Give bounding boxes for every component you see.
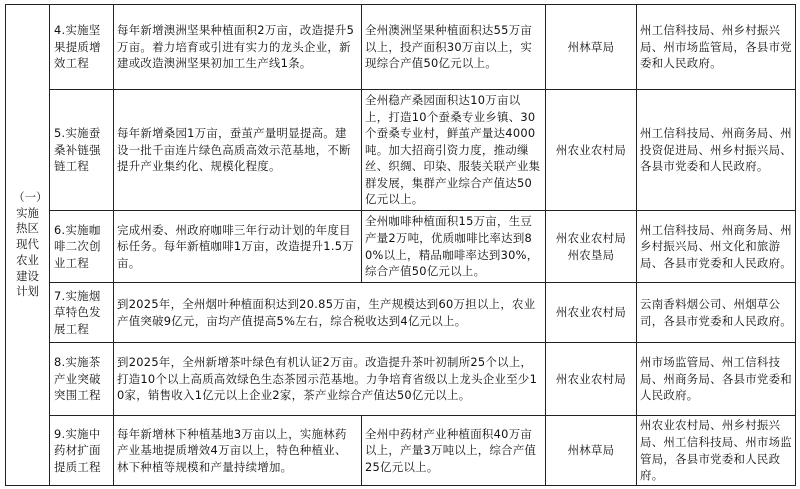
cooperating-units: 州工信科技局、州商务局、州乡村振兴局、州文化和旅游局、各县市党委和人民政府。 [637, 211, 796, 283]
lead-unit-line: 州农业农村局 州农垦局 [555, 230, 627, 262]
lead-unit: 州农业农村局 [546, 90, 637, 211]
project-name: 5.实施蚕桑补链强链工程 [50, 90, 114, 211]
project-name: 7.实施烟草特色发展工程 [50, 283, 114, 343]
target-cell: 全州稳产桑园面积达10万亩以上，打造10个蚕桑专业乡镇、30个蚕桑专业村，鲜茧产量达4000吨。加大招商引资力度，推动缫丝、织绸、印染、服装关联产业集群发展，集群产业综合产值达50亿元以上。 [362, 90, 546, 211]
cooperating-units: 云南香料烟公司、州烟草公司，各县市党委和人民政府。 [637, 283, 796, 343]
target-cell: 全州中药材产业种植面积40万亩以上，产量3万吨以上，综合产值25亿元以上。 [362, 416, 546, 486]
task-cell: 到2025年，全州烟叶种植面积达到20.85万亩，生产规模达到60万担以上，农业产值突破9亿元，亩均产值提高5%左右，综合税收达到4亿元以上。 [114, 283, 546, 343]
cooperating-units: 州工信科技局、州商务局、州投资促进局、州乡村振兴局、各县市党委和人民政府。 [637, 90, 796, 211]
lead-unit: 州林草局 [546, 5, 637, 90]
lead-unit: 州农业农村局 [546, 283, 637, 343]
table-row [6, 5, 796, 90]
table-row [6, 90, 796, 211]
task-cell: 每年新增澳洲坚果种植面积2万亩，改造提升5万亩。着力培育或引进有实力的龙头企业，新建或改造澳洲坚果初加工生产线1条。 [114, 5, 362, 90]
cooperating-units: 州农业农村局、州乡村振兴局、州工信科技局、州市场监管局，各县市党委和人民政府。 [637, 416, 796, 486]
table-row [6, 283, 796, 343]
target-cell: 全州澳洲坚果种植面积达55万亩以上，投产面积30万亩以上，实现综合产值50亿元以上。 [362, 5, 546, 90]
task-cell: 到2025年，全州新增茶叶绿色有机认证2万亩。改造提升茶叶初制所25个以上，打造10个以上高质高效绿色生态茶园示范基地。力争培育省级以上龙头企业至少10家，销售收入1亿元以上企业2家，茶产业综合产值达50亿元以上。 [114, 343, 546, 416]
category-cell: （一）实施热区现代农业建设计划 [6, 5, 50, 486]
lead-unit: 州农业农村局 [546, 343, 637, 416]
cooperating-units: 州工信科技局、州乡村振兴局、州市场监管局，各县市党委和人民政府。 [637, 5, 796, 90]
task-cell: 每年新增林下种植基地3万亩以上，实施林药产业基地提质增效4万亩以上，特色种植业、林下种植等规模和产量持续增加。 [114, 416, 362, 486]
target-cell: 全州咖啡种植面积15万亩，生豆产量2万吨，优质咖啡比率达到80%以上，精品咖啡率达到30%，综合产值50亿元以上。 [362, 211, 546, 283]
project-name: 9.实施中药材扩面提质工程 [50, 416, 114, 486]
cooperating-units: 州市场监管局、州工信科技局、州商务局、各县市党委和人民政府。 [637, 343, 796, 416]
task-cell: 完成州委、州政府咖啡三年行动计划的年度目标任务。每年新植咖啡1万亩，改造提升1.5万亩。 [114, 211, 362, 283]
task-cell: 每年新增桑园1万亩，蚕茧产量明显提高。建设一批千亩连片绿色高质高效示范基地，不断提升产业集约化、规模化程度。 [114, 90, 362, 211]
project-name: 4.实施坚果提质增效工程 [50, 5, 114, 90]
lead-unit [546, 211, 637, 283]
project-name: 8.实施茶产业突破突围工程 [50, 343, 114, 416]
table-row [6, 211, 796, 283]
table-row [6, 343, 796, 416]
project-name: 6.实施咖啡二次创业工程 [50, 211, 114, 283]
table-row [6, 416, 796, 486]
plan-table [5, 4, 796, 486]
lead-unit: 州林草局 [546, 416, 637, 486]
